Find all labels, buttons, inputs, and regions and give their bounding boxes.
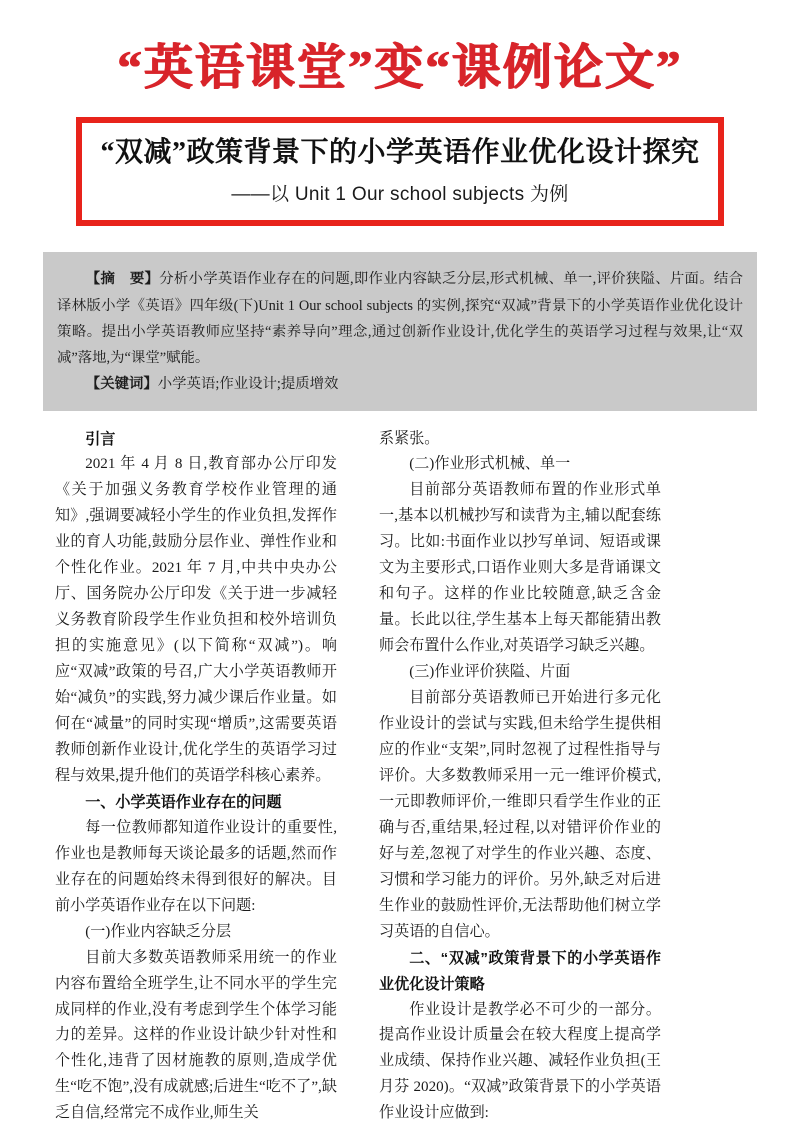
abstract-text: 分析小学英语作业存在的问题,即作业内容缺乏分层,形式机械、单一,评价狭隘、片面。结合译林版小学《英语》四年级(下)Unit 1 Our school subjects 的实例,探究“双减”背景下的小学英语作业优化设计策略。提出小学英语教师应坚持“素养导向”理念,通过创新作业设计,优化学生的英语学习过程与效果,让“双减”落地,为“课堂”赋能。 <box>57 271 743 366</box>
article-subtitle: ——以 Unit 1 Our school subjects 为例 <box>88 179 712 206</box>
paragraph-intro: 2021 年 4 月 8 日,教育部办公厅印发《关于加强义务教育学校作业管理的通知》,强调要减轻小学生的作业负担,发挥作业的育人功能,鼓励分层作业、弹性作业和个性化作业。2021 年 7 月,中共中央办公厅、国务院办公厅印发《关于进一步减轻义务教育阶段学生作业负担和校外培训负担的实施意见》(以下简称“双减”)。响应“双减”政策的号召,广大小学英语教师开始“减负”的实践,努力减少课后作业量。如何在“减量”的同时实现“增质”,这需要英语教师创新作业设计,优化学生的英语学习过程与效果,提升他们的英语学科核心素养。 <box>55 452 337 789</box>
paragraph-section-1: 每一位教师都知道作业设计的重要性,作业也是教师每天谈论最多的话题,然而作业存在的问题始终未得到很好的解决。目前小学英语作业存在以下问题: <box>55 816 337 920</box>
paragraph-section-2: 作业设计是教学必不可少的一部分。提高作业设计质量会在较大程度上提高学业成绩、保持作业兴趣、减轻作业负担(王月芬 2020)。“双减”政策背景下的小学英语作业设计应做到: <box>379 998 661 1127</box>
left-column <box>55 427 337 1127</box>
paragraph-subsection-1: 目前大多数英语教师采用统一的作业内容布置给全班学生,让不同水平的学生完成同样的作业,没有考虑到学生个体学习能力的差异。这样的作业设计缺少针对性和个性化,违背了因材施教的原则,造成学优生“吃不饱”,没有成就感;后进生“吃不了”,缺乏自信,经常完不成作业,师生关 <box>55 946 337 1127</box>
keywords-label: 【关键词】 <box>86 376 158 392</box>
body-columns <box>55 427 745 1127</box>
keywords-paragraph <box>57 371 743 397</box>
right-column <box>379 427 661 1127</box>
heading-intro: 引言 <box>55 427 337 453</box>
heading-subsection-1: (一)作业内容缺乏分层 <box>55 920 337 946</box>
page-headline: “英语课堂”变“课例论文” <box>0 0 800 93</box>
abstract-block <box>43 252 757 410</box>
article-title-box <box>76 117 724 226</box>
heading-subsection-2: (二)作业形式机械、单一 <box>379 452 661 478</box>
heading-section-1: 一、小学英语作业存在的问题 <box>55 790 337 816</box>
paragraph-subsection-3: 目前部分英语教师已开始进行多元化作业设计的尝试与实践,但未给学生提供相应的作业“支架”,同时忽视了过程性指导与评价。大多数教师采用一元一维评价模式,一元即教师评价,一维即只看学生作业的正确与否,重结果,轻过程,以对错评价作业的好与差,忽视了对学生的作业兴趣、态度、习惯和学习能力的评价。另外,缺乏对后进生作业的鼓励性评价,无法帮助他们树立学习英语的自信心。 <box>379 686 661 946</box>
abstract-paragraph <box>57 266 743 371</box>
paragraph-subsection-2: 目前部分英语教师布置的作业形式单一,基本以机械抄写和读背为主,辅以配套练习。比如:书面作业以抄写单词、短语或课文为主要形式,口语作业则大多是背诵课文和句子。这样的作业比较随意,缺乏含金量。长此以往,学生基本上每天都能猜出教师会布置什么作业,对英语学习缺乏兴趣。 <box>379 478 661 660</box>
keywords-text: 小学英语;作业设计;提质增效 <box>158 376 339 392</box>
heading-section-2: 二、“双减”政策背景下的小学英语作业优化设计策略 <box>379 946 661 998</box>
paragraph-continued: 系紧张。 <box>379 427 661 453</box>
abstract-label: 【摘 要】 <box>86 271 159 287</box>
article-main-title: “双减”政策背景下的小学英语作业优化设计探究 <box>88 135 712 170</box>
heading-subsection-3: (三)作业评价狭隘、片面 <box>379 660 661 686</box>
